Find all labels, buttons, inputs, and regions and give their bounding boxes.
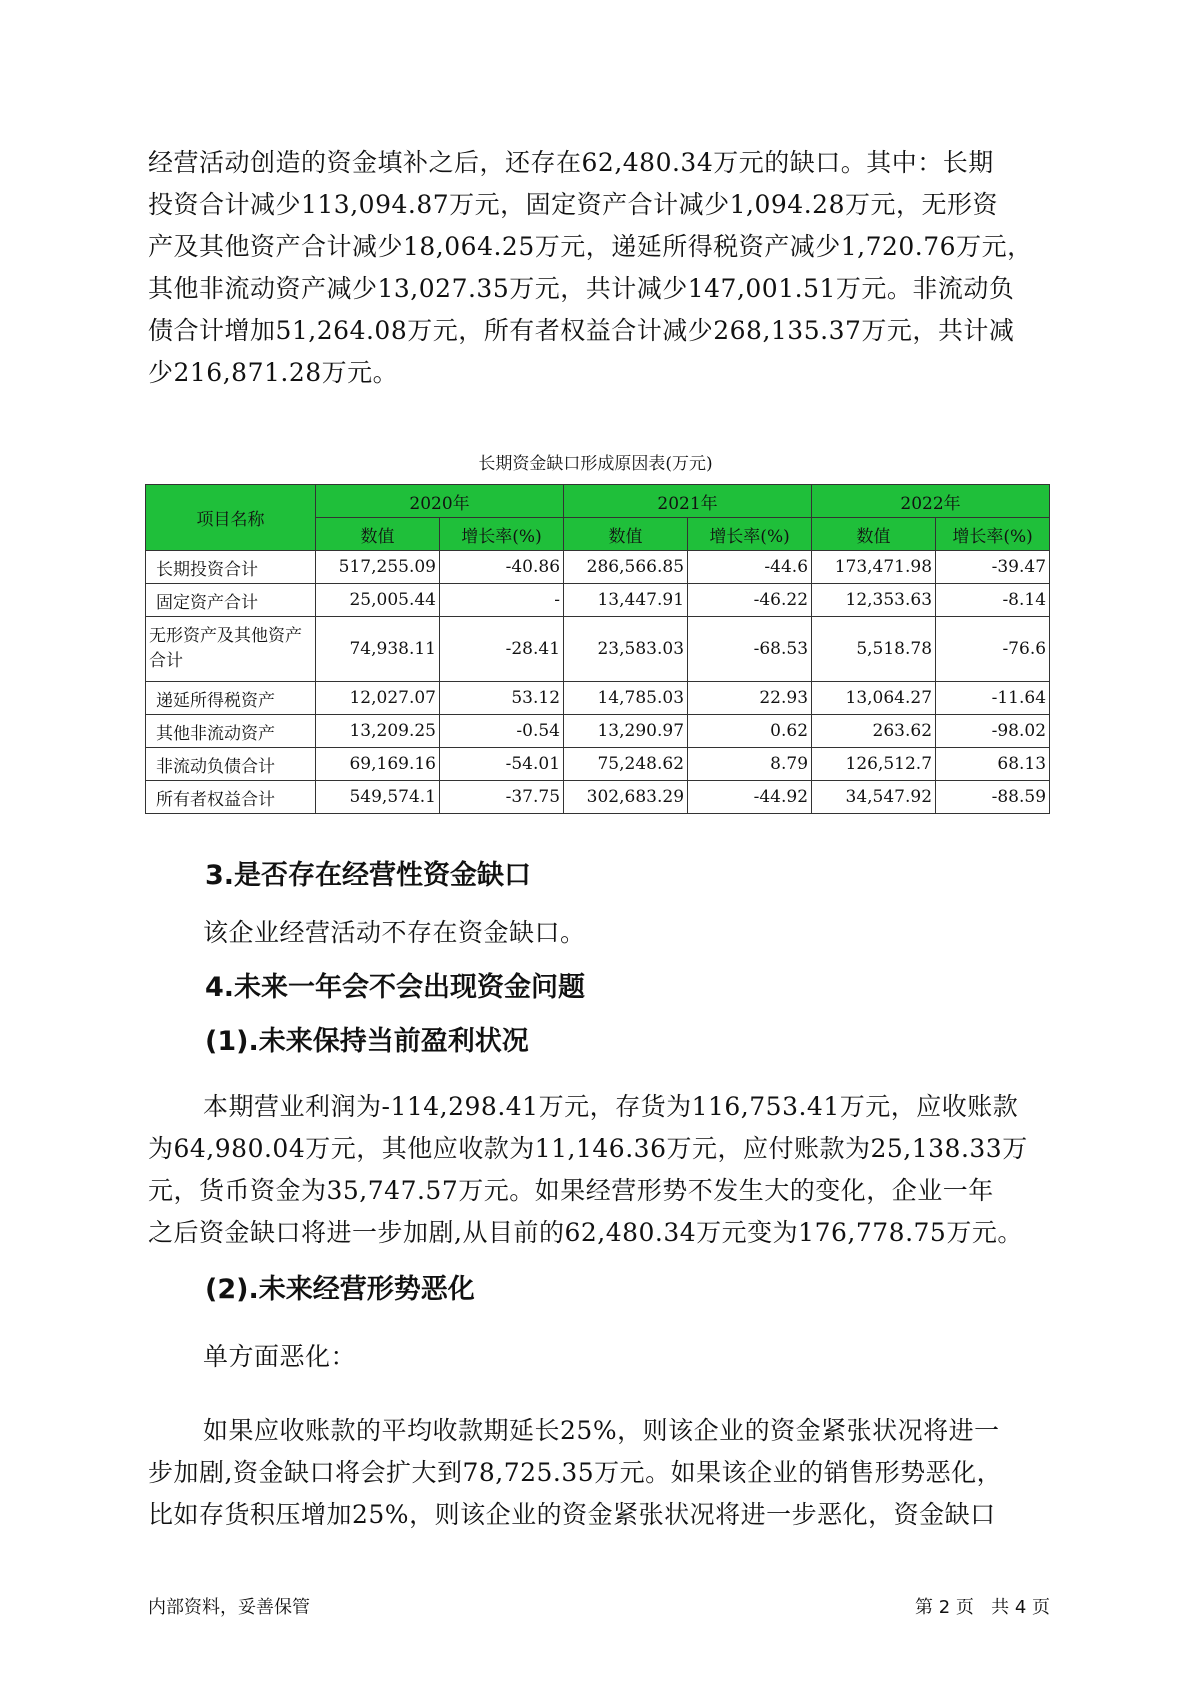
cell-rate: -8.14 xyxy=(936,584,1050,617)
sub2-heading: (2).未来经营形势恶化 xyxy=(205,1274,475,1305)
table-row xyxy=(146,617,1050,682)
footer-page-number: 第 2 页 共 4 页 xyxy=(915,1597,1050,1618)
year-header: 2021年 xyxy=(564,485,812,518)
cell-rate: 8.79 xyxy=(688,748,812,781)
sub1-line: 元，货币资金为35,747.57万元。如果经营形势不发生大的变化，企业一年 xyxy=(148,1176,994,1205)
table-caption: 长期资金缺口形成原因表(万元) xyxy=(478,454,713,474)
row-name: 其他非流动资产 xyxy=(146,715,316,748)
cell-value: 13,209.25 xyxy=(316,715,440,748)
cell-rate: -0.54 xyxy=(440,715,564,748)
intro-line: 产及其他资产合计减少18,064.25万元，递延所得税资产减少1,720.76万元， xyxy=(148,232,1033,261)
sub1-line: 为64,980.04万元，其他应收款为11,146.36万元，应付账款为25,138.33万 xyxy=(148,1134,1028,1163)
cell-rate: -68.53 xyxy=(688,617,812,682)
rate-header: 增长率(%) xyxy=(936,518,1050,551)
cell-value: 263.62 xyxy=(812,715,936,748)
sub2-line: 如果应收账款的平均收款期延长25%，则该企业的资金紧张状况将进一 xyxy=(203,1416,1000,1445)
section3-text xyxy=(203,912,1103,954)
sub1-line: 本期营业利润为-114,298.41万元，存货为116,753.41万元，应收账款 xyxy=(203,1092,1019,1121)
cell-rate: -39.47 xyxy=(936,551,1050,584)
item-name-header: 项目名称 xyxy=(146,485,316,551)
cell-value: 302,683.29 xyxy=(564,781,688,814)
sub2-line: 比如存货积压增加25%，则该企业的资金紧张状况将进一步恶化，资金缺口 xyxy=(148,1500,996,1529)
cell-value: 549,574.1 xyxy=(316,781,440,814)
cell-value: 173,471.98 xyxy=(812,551,936,584)
intro-line: 投资合计减少113,094.87万元，固定资产合计减少1,094.28万元，无形资 xyxy=(148,190,998,219)
cell-value: 517,255.09 xyxy=(316,551,440,584)
table-row xyxy=(146,781,1050,814)
sub1-paragraph xyxy=(148,1086,1048,1254)
sub1-line: 之后资金缺口将进一步加剧,从目前的62,480.34万元变为176,778.75万元。 xyxy=(148,1218,1023,1247)
cell-value: 12,353.63 xyxy=(812,584,936,617)
cell-rate: -98.02 xyxy=(936,715,1050,748)
intro-paragraph xyxy=(148,142,1048,394)
value-header: 数值 xyxy=(564,518,688,551)
table-row xyxy=(146,715,1050,748)
table-header-row xyxy=(146,485,1050,518)
value-header: 数值 xyxy=(316,518,440,551)
cell-value: 12,027.07 xyxy=(316,682,440,715)
rate-header: 增长率(%) xyxy=(688,518,812,551)
cell-rate: -40.86 xyxy=(440,551,564,584)
table-row xyxy=(146,551,1050,584)
cell-value: 13,290.97 xyxy=(564,715,688,748)
section3-line: 该企业经营活动不存在资金缺口。 xyxy=(203,918,586,947)
row-name: 递延所得税资产 xyxy=(146,682,316,715)
cell-rate: 0.62 xyxy=(688,715,812,748)
cell-value: 13,447.91 xyxy=(564,584,688,617)
cell-rate: 53.12 xyxy=(440,682,564,715)
cell-value: 13,064.27 xyxy=(812,682,936,715)
intro-line: 经营活动创造的资金填补之后，还存在62,480.34万元的缺口。其中：长期 xyxy=(148,148,994,177)
cell-rate: 22.93 xyxy=(688,682,812,715)
cell-value: 14,785.03 xyxy=(564,682,688,715)
capital-gap-table xyxy=(145,484,1050,814)
cell-rate: 68.13 xyxy=(936,748,1050,781)
sub2-label xyxy=(203,1336,1103,1378)
cell-value: 23,583.03 xyxy=(564,617,688,682)
row-name: 无形资产及其他资产合计 xyxy=(146,617,316,682)
row-name: 固定资产合计 xyxy=(146,584,316,617)
cell-rate: - xyxy=(440,584,564,617)
section3-heading: 3.是否存在经营性资金缺口 xyxy=(205,860,532,891)
value-header: 数值 xyxy=(812,518,936,551)
sub2-paragraph xyxy=(148,1410,1048,1536)
cell-rate: -88.59 xyxy=(936,781,1050,814)
intro-line: 少216,871.28万元。 xyxy=(148,358,399,387)
intro-line: 其他非流动资产减少13,027.35万元，共计减少147,001.51万元。非流动负 xyxy=(148,274,1015,303)
year-header: 2020年 xyxy=(316,485,564,518)
cell-value: 69,169.16 xyxy=(316,748,440,781)
cell-rate: -37.75 xyxy=(440,781,564,814)
cell-value: 25,005.44 xyxy=(316,584,440,617)
sub2-label-line: 单方面恶化： xyxy=(203,1342,357,1371)
row-name: 非流动负债合计 xyxy=(146,748,316,781)
row-name: 所有者权益合计 xyxy=(146,781,316,814)
cell-value: 74,938.11 xyxy=(316,617,440,682)
footer-confidential-note: 内部资料，妥善保管 xyxy=(148,1597,310,1618)
cell-rate: -76.6 xyxy=(936,617,1050,682)
table-row xyxy=(146,748,1050,781)
row-name: 长期投资合计 xyxy=(146,551,316,584)
cell-rate: -44.92 xyxy=(688,781,812,814)
year-header: 2022年 xyxy=(812,485,1050,518)
rate-header: 增长率(%) xyxy=(440,518,564,551)
cell-rate: -54.01 xyxy=(440,748,564,781)
section4-heading: 4.未来一年会不会出现资金问题 xyxy=(205,972,586,1003)
table-row xyxy=(146,584,1050,617)
intro-line: 债合计增加51,264.08万元，所有者权益合计减少268,135.37万元，共计减 xyxy=(148,316,1015,345)
cell-rate: -11.64 xyxy=(936,682,1050,715)
cell-value: 5,518.78 xyxy=(812,617,936,682)
cell-value: 34,547.92 xyxy=(812,781,936,814)
cell-rate: -44.6 xyxy=(688,551,812,584)
cell-value: 286,566.85 xyxy=(564,551,688,584)
cell-value: 126,512.7 xyxy=(812,748,936,781)
sub2-line: 步加剧,资金缺口将会扩大到78,725.35万元。如果该企业的销售形势恶化， xyxy=(148,1458,1003,1487)
cell-rate: -46.22 xyxy=(688,584,812,617)
sub1-heading: (1).未来保持当前盈利状况 xyxy=(205,1026,529,1057)
table-row xyxy=(146,682,1050,715)
cell-rate: -28.41 xyxy=(440,617,564,682)
cell-value: 75,248.62 xyxy=(564,748,688,781)
